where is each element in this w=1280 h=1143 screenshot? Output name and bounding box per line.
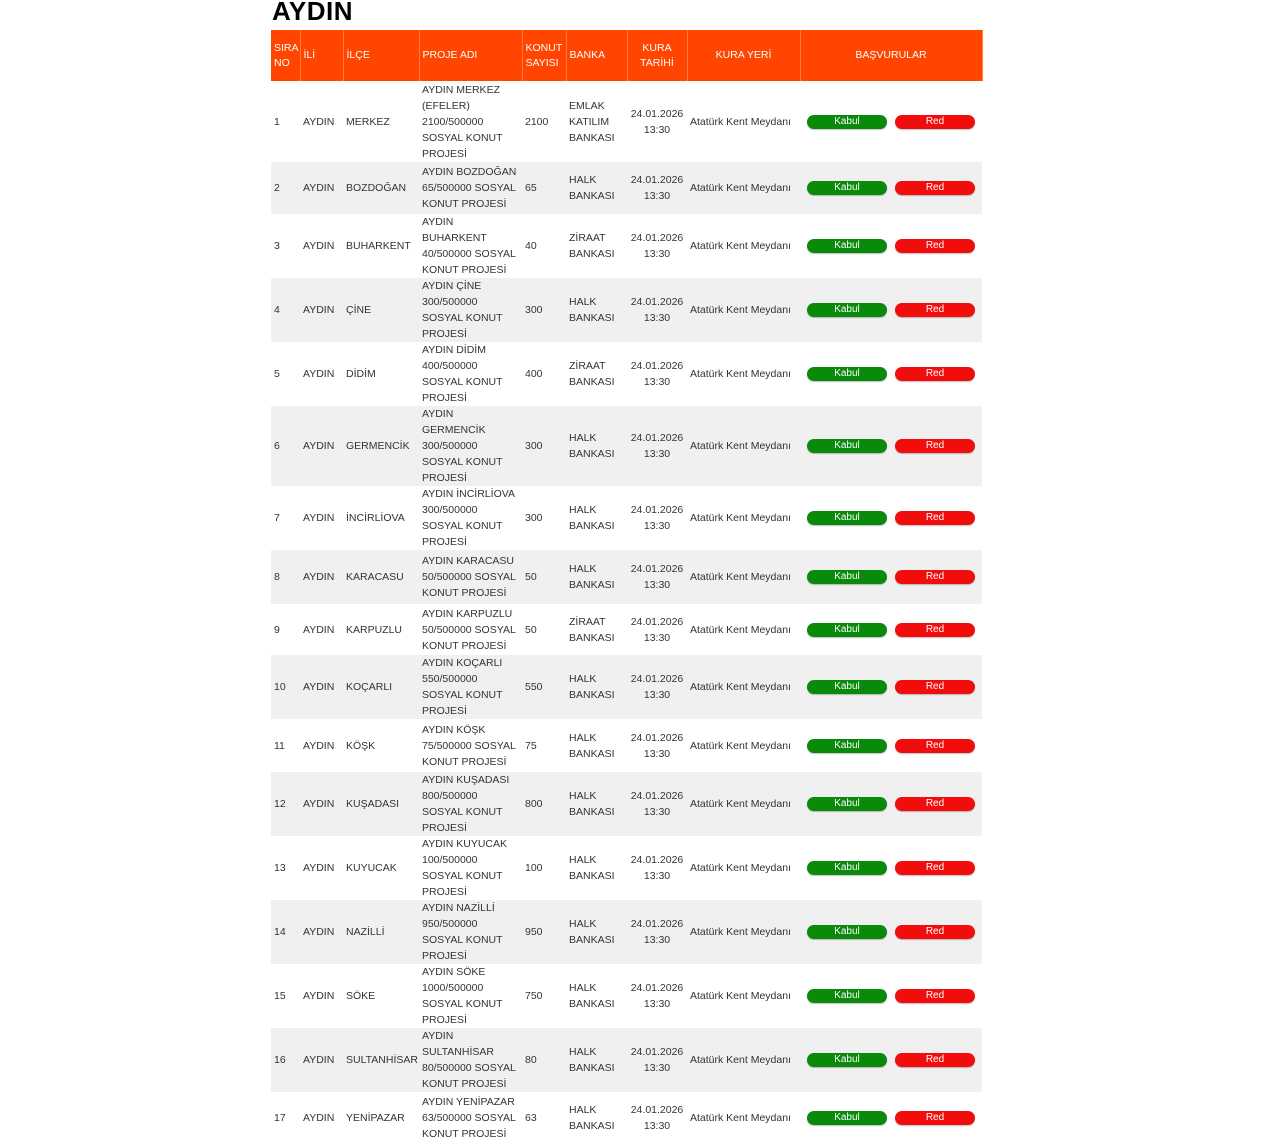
cell-yer: Atatürk Kent Meydanı <box>690 739 791 752</box>
cell-ilce: SÖKE <box>346 990 376 1002</box>
cell-basvuru <box>800 406 982 486</box>
red-button[interactable]: Red <box>895 1111 975 1125</box>
cell-ili: AYDIN <box>303 623 335 636</box>
table-row <box>271 278 982 342</box>
cell-tarih: 24.01.2026 13:30 <box>627 1028 687 1092</box>
cell-proje: AYDIN KÖŞK 75/500000 SOSYAL KONUT PROJESİ <box>422 723 516 768</box>
cell-sira: 9 <box>274 623 280 636</box>
cell-yer: Atatürk Kent Meydanı <box>690 240 791 252</box>
cell-konut: 50 <box>522 550 566 604</box>
cell-tarih: 24.01.2026 13:30 <box>630 1103 684 1132</box>
cell-ili: AYDIN <box>300 278 343 342</box>
kabul-button[interactable]: Kabul <box>807 925 887 939</box>
cell-proje: AYDIN KARPUZLU 50/500000 SOSYAL KONUT PROJESİ <box>422 607 516 652</box>
cell-sira: 2 <box>271 162 300 214</box>
kabul-button[interactable]: Kabul <box>807 861 887 875</box>
header-yer: KURA YERİ <box>687 30 800 81</box>
cell-banka: HALK BANKASI <box>569 982 615 1010</box>
cell-tarih: 24.01.2026 13:30 <box>630 854 684 882</box>
cell-sira: 17 <box>274 1111 286 1124</box>
kabul-button[interactable]: Kabul <box>807 623 887 637</box>
table-header <box>271 30 982 81</box>
cell-ilce: GERMENCİK <box>343 406 419 486</box>
cell-ilce: KARACASU <box>343 550 419 604</box>
cell-basvuru <box>800 772 982 836</box>
cell-ili: AYDIN <box>303 368 335 380</box>
cell-sira: 13 <box>274 862 286 874</box>
red-button[interactable]: Red <box>895 181 975 195</box>
red-button[interactable]: Red <box>895 739 975 753</box>
cell-banka: HALK BANKASI <box>569 731 615 760</box>
cell-konut: 400 <box>525 368 543 380</box>
header-banka: BANKA <box>566 30 627 81</box>
cell-yer: Atatürk Kent Meydanı <box>687 406 800 486</box>
cell-proje: AYDIN YENİPAZAR 63/500000 SOSYAL KONUT PROJESİ <box>422 1095 516 1140</box>
table-row <box>271 550 982 604</box>
cell-ili: AYDIN <box>300 655 343 719</box>
cell-yer: Atatürk Kent Meydanı <box>690 623 791 636</box>
cell-yer: Atatürk Kent Meydanı <box>687 1028 800 1092</box>
cell-proje: AYDIN BUHARKENT 40/500000 SOSYAL KONUT PROJESİ <box>422 216 516 276</box>
cell-ilce: BUHARKENT <box>346 240 411 252</box>
table-row <box>271 964 982 1028</box>
table-row <box>271 81 982 162</box>
cell-sira: 11 <box>274 739 285 752</box>
cell-basvuru <box>800 162 982 214</box>
cell-sira: 1 <box>274 115 280 128</box>
kabul-button[interactable]: Kabul <box>807 303 887 317</box>
cell-sira: 15 <box>274 990 286 1002</box>
table-row <box>271 900 982 964</box>
cell-banka: ZİRAAT BANKASI <box>569 360 615 388</box>
cell-ili: AYDIN <box>303 1111 335 1124</box>
cell-ilce: NAZİLLİ <box>343 900 419 964</box>
red-button[interactable]: Red <box>895 623 975 637</box>
cell-basvuru <box>800 719 982 772</box>
red-button[interactable]: Red <box>895 861 975 875</box>
cell-basvuru <box>800 342 982 406</box>
cell-sira: 16 <box>271 1028 300 1092</box>
kabul-button[interactable]: Kabul <box>807 181 887 195</box>
table-row <box>271 836 982 900</box>
cell-proje: AYDIN SULTANHİSAR 80/500000 SOSYAL KONUT PROJESİ <box>419 1028 522 1092</box>
cell-tarih: 24.01.2026 13:30 <box>630 982 684 1010</box>
cell-yer: Atatürk Kent Meydanı <box>687 655 800 719</box>
cell-banka: ZİRAAT BANKASI <box>569 232 615 260</box>
cell-proje: AYDIN KARACASU 50/500000 SOSYAL KONUT PROJESİ <box>419 550 522 604</box>
cell-sira: 14 <box>271 900 300 964</box>
cell-konut: 100 <box>525 862 543 874</box>
cell-yer: Atatürk Kent Meydanı <box>690 1111 791 1124</box>
page-title: AYDIN <box>272 0 354 26</box>
kabul-button[interactable]: Kabul <box>807 239 887 253</box>
cell-ili: AYDIN <box>303 739 335 752</box>
red-button[interactable]: Red <box>895 797 975 811</box>
cell-yer: Atatürk Kent Meydanı <box>687 900 800 964</box>
header-tarih: KURA TARİHİ <box>627 30 687 81</box>
cell-ilce: ÇİNE <box>343 278 419 342</box>
kabul-button[interactable]: Kabul <box>807 115 887 129</box>
cell-yer: Atatürk Kent Meydanı <box>687 772 800 836</box>
cell-sira: 5 <box>274 368 280 380</box>
cell-banka: HALK BANKASI <box>566 655 627 719</box>
cell-sira: 12 <box>271 772 300 836</box>
red-button[interactable]: Red <box>895 367 975 381</box>
cell-basvuru <box>800 278 982 342</box>
cell-basvuru <box>800 81 982 162</box>
cell-konut: 300 <box>525 512 543 524</box>
cell-yer: Atatürk Kent Meydanı <box>690 512 791 524</box>
cell-konut: 63 <box>525 1111 537 1124</box>
table-row <box>271 604 982 655</box>
cell-tarih: 24.01.2026 13:30 <box>627 900 687 964</box>
cell-konut: 950 <box>522 900 566 964</box>
cell-yer: Atatürk Kent Meydanı <box>687 550 800 604</box>
cell-ili: AYDIN <box>303 115 335 128</box>
cell-banka: HALK BANKASI <box>566 278 627 342</box>
kabul-button[interactable]: Kabul <box>807 367 887 381</box>
red-button[interactable]: Red <box>895 303 975 317</box>
cell-konut: 750 <box>525 990 543 1002</box>
cell-banka: HALK BANKASI <box>566 550 627 604</box>
table-row <box>271 214 982 278</box>
cell-proje: AYDIN SÖKE 1000/500000 SOSYAL KONUT PROJESİ <box>422 966 503 1026</box>
cell-basvuru <box>800 836 982 900</box>
cell-basvuru <box>800 964 982 1028</box>
kabul-button[interactable]: Kabul <box>807 680 887 694</box>
cell-banka: HALK BANKASI <box>566 900 627 964</box>
cell-tarih: 24.01.2026 13:30 <box>627 655 687 719</box>
header-proje: PROJE ADI <box>419 30 522 81</box>
cell-tarih: 24.01.2026 13:30 <box>630 615 684 644</box>
cell-tarih: 24.01.2026 13:30 <box>630 232 684 260</box>
cell-proje: AYDIN DİDİM 400/500000 SOSYAL KONUT PROJESİ <box>422 344 503 404</box>
cell-tarih: 24.01.2026 13:30 <box>630 360 684 388</box>
cell-tarih: 24.01.2026 13:30 <box>627 406 687 486</box>
table-row <box>271 406 982 486</box>
table-row <box>271 486 982 550</box>
cell-ilce: DİDİM <box>346 368 376 380</box>
red-button[interactable]: Red <box>895 680 975 694</box>
table-row <box>271 719 982 772</box>
red-button[interactable]: Red <box>895 570 975 584</box>
header-konut: KONUT SAYISI <box>522 30 566 81</box>
cell-basvuru <box>800 900 982 964</box>
red-button[interactable]: Red <box>895 925 975 939</box>
cell-basvuru <box>800 604 982 655</box>
cell-basvuru <box>800 1028 982 1092</box>
cell-ilce: KUYUCAK <box>346 862 397 874</box>
red-button[interactable]: Red <box>895 1053 975 1067</box>
cell-banka: HALK BANKASI <box>569 504 615 532</box>
header-basvuru: BAŞVURULAR <box>800 30 982 81</box>
cell-ili: AYDIN <box>300 162 343 214</box>
cell-konut: 800 <box>522 772 566 836</box>
table-row <box>271 772 982 836</box>
cell-yer: Atatürk Kent Meydanı <box>687 278 800 342</box>
cell-konut: 550 <box>522 655 566 719</box>
cell-konut: 75 <box>525 739 537 752</box>
table-row <box>271 342 982 406</box>
cell-sira: 10 <box>271 655 300 719</box>
table-row <box>271 162 982 214</box>
cell-yer: Atatürk Kent Meydanı <box>690 862 791 874</box>
cell-basvuru <box>800 486 982 550</box>
cell-proje: AYDIN KUŞADASI 800/500000 SOSYAL KONUT PROJESİ <box>419 772 522 836</box>
kabul-button[interactable]: Kabul <box>807 1111 887 1125</box>
cell-ilce: KOÇARLI <box>343 655 419 719</box>
cell-ilce: MERKEZ <box>346 115 390 128</box>
kabul-button[interactable]: Kabul <box>807 739 887 753</box>
cell-sira: 3 <box>274 240 280 252</box>
cell-ili: AYDIN <box>300 550 343 604</box>
header-sira: SIRA NO <box>271 30 300 81</box>
header-ili: İLİ <box>300 30 343 81</box>
cell-basvuru <box>800 214 982 278</box>
cell-yer: Atatürk Kent Meydanı <box>690 115 791 128</box>
cell-ilce: KARPUZLU <box>346 623 403 636</box>
cell-ilce: İNCİRLİOVA <box>346 512 405 524</box>
cell-banka: HALK BANKASI <box>569 854 615 882</box>
red-button[interactable]: Red <box>895 239 975 253</box>
cell-ili: AYDIN <box>300 772 343 836</box>
kabul-button[interactable]: Kabul <box>807 989 887 1003</box>
cell-sira: 7 <box>274 512 280 524</box>
cell-basvuru <box>800 550 982 604</box>
cell-ili: AYDIN <box>303 512 335 524</box>
red-button[interactable]: Red <box>895 439 975 453</box>
cell-ili: AYDIN <box>303 240 335 252</box>
red-button[interactable]: Red <box>895 115 975 129</box>
cell-konut: 50 <box>525 623 537 636</box>
cell-tarih: 24.01.2026 13:30 <box>630 107 684 136</box>
cell-yer: Atatürk Kent Meydanı <box>687 162 800 214</box>
cell-ili: AYDIN <box>300 1028 343 1092</box>
cell-sira: 4 <box>271 278 300 342</box>
cell-ilce: KUŞADASI <box>343 772 419 836</box>
kabul-button[interactable]: Kabul <box>807 1053 887 1067</box>
cell-ili: AYDIN <box>303 862 335 874</box>
cell-konut: 300 <box>522 406 566 486</box>
cell-basvuru <box>800 655 982 719</box>
cell-tarih: 24.01.2026 13:30 <box>630 731 684 760</box>
cell-proje: AYDIN NAZİLLİ 950/500000 SOSYAL KONUT PROJESİ <box>419 900 522 964</box>
kabul-button[interactable]: Kabul <box>807 797 887 811</box>
cell-sira: 8 <box>271 550 300 604</box>
cell-ili: AYDIN <box>300 900 343 964</box>
cell-proje: AYDIN İNCİRLİOVA 300/500000 SOSYAL KONUT PROJESİ <box>422 488 515 548</box>
cell-banka: ZİRAAT BANKASI <box>569 615 615 644</box>
cell-tarih: 24.01.2026 13:30 <box>630 504 684 532</box>
table-row <box>271 1092 982 1143</box>
cell-yer: Atatürk Kent Meydanı <box>690 990 791 1002</box>
cell-tarih: 24.01.2026 13:30 <box>627 278 687 342</box>
cell-ilce: SULTANHİSAR <box>343 1028 419 1092</box>
table-row <box>271 655 982 719</box>
cell-proje: AYDIN MERKEZ (EFELER) 2100/500000 SOSYAL KONUT PROJESİ <box>422 83 503 160</box>
cell-sira: 6 <box>271 406 300 486</box>
cell-proje: AYDIN KOÇARLI 550/500000 SOSYAL KONUT PROJESİ <box>419 655 522 719</box>
cell-konut: 65 <box>522 162 566 214</box>
cell-ili: AYDIN <box>303 990 335 1002</box>
cell-proje: AYDIN KUYUCAK 100/500000 SOSYAL KONUT PROJESİ <box>422 838 507 898</box>
cell-ilce: BOZDOĞAN <box>343 162 419 214</box>
cell-banka: HALK BANKASI <box>566 772 627 836</box>
cell-banka: HALK BANKASI <box>566 1028 627 1092</box>
kabul-button[interactable]: Kabul <box>807 570 887 584</box>
cell-basvuru <box>800 1092 982 1143</box>
cell-proje: AYDIN BOZDOĞAN 65/500000 SOSYAL KONUT PROJESİ <box>419 162 522 214</box>
cell-banka: HALK BANKASI <box>566 406 627 486</box>
projects-table <box>271 30 983 1143</box>
red-button[interactable]: Red <box>895 989 975 1003</box>
cell-banka: EMLAK KATILIM BANKASI <box>569 99 615 144</box>
cell-yer: Atatürk Kent Meydanı <box>690 368 791 380</box>
cell-konut: 300 <box>522 278 566 342</box>
cell-ili: AYDIN <box>300 406 343 486</box>
cell-ilce: YENİPAZAR <box>346 1111 405 1124</box>
cell-konut: 40 <box>525 240 537 252</box>
kabul-button[interactable]: Kabul <box>807 511 887 525</box>
kabul-button[interactable]: Kabul <box>807 439 887 453</box>
cell-proje: AYDIN ÇİNE 300/500000 SOSYAL KONUT PROJESİ <box>419 278 522 342</box>
red-button[interactable]: Red <box>895 511 975 525</box>
cell-ilce: KÖŞK <box>346 739 376 752</box>
cell-banka: HALK BANKASI <box>566 162 627 214</box>
cell-tarih: 24.01.2026 13:30 <box>627 162 687 214</box>
cell-konut: 2100 <box>525 115 549 128</box>
cell-banka: HALK BANKASI <box>569 1103 615 1132</box>
cell-tarih: 24.01.2026 13:30 <box>627 550 687 604</box>
header-ilce: İLÇE <box>343 30 419 81</box>
table-row <box>271 1028 982 1092</box>
cell-konut: 80 <box>522 1028 566 1092</box>
cell-proje: AYDIN GERMENCİK 300/500000 SOSYAL KONUT PROJESİ <box>419 406 522 486</box>
cell-tarih: 24.01.2026 13:30 <box>627 772 687 836</box>
